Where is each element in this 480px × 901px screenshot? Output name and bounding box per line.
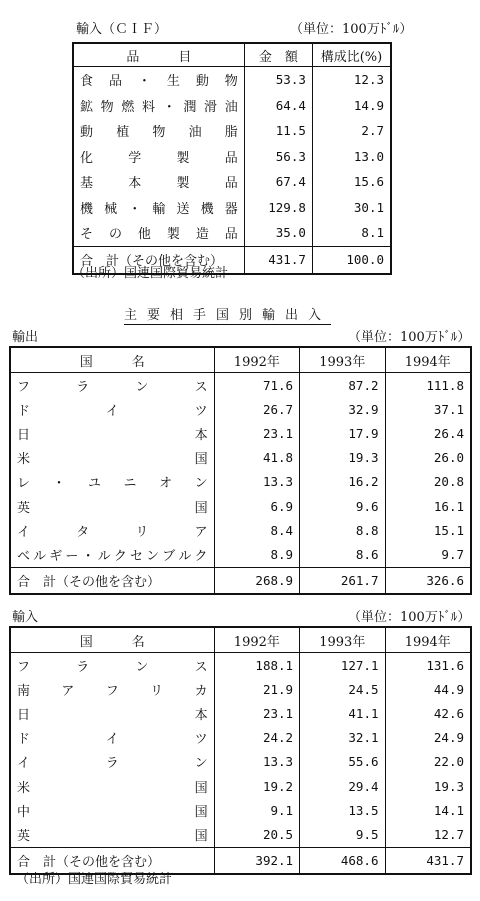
country-name [10, 726, 214, 750]
label-char: 脂 [224, 125, 238, 141]
justified-label [17, 728, 208, 747]
table-row [10, 421, 471, 445]
imports-cif-label: 輸入（ＣＩＦ） [76, 22, 168, 37]
justified-label [80, 223, 238, 242]
label-char: 本 [194, 427, 208, 443]
value-1993: 32.9 [300, 397, 385, 421]
label-char: ・ [162, 99, 176, 115]
value-1992: 9.1 [214, 798, 299, 822]
value-1992: 20.5 [214, 822, 299, 847]
country-name [10, 494, 214, 518]
imports-cif-unit: （単位：100万ﾄﾞﾙ） [290, 22, 413, 37]
label-char: ・ [137, 74, 151, 90]
label-char: フ [17, 659, 31, 675]
value-1992: 19.2 [214, 774, 299, 798]
label-char: 滑 [204, 99, 218, 115]
table-row [73, 220, 391, 246]
label-char: 器 [224, 201, 238, 217]
total-1992: 268.9 [214, 567, 299, 594]
label-char: イ [105, 732, 119, 748]
label-char: 学 [128, 150, 142, 166]
value-1993: 19.3 [300, 446, 385, 470]
value-1992: 71.6 [214, 373, 299, 398]
share-cell: 8.1 [361, 225, 384, 241]
value-1994: 14.1 [433, 802, 464, 818]
total-1993: 468.6 [300, 847, 385, 874]
imports-table [9, 626, 472, 875]
value-1994: 19.3 [433, 778, 464, 794]
label-char: 機 [80, 201, 94, 217]
value-1992: 23.1 [214, 701, 299, 725]
label-char: 英 [17, 500, 31, 516]
value-1993: 24.5 [300, 677, 385, 701]
label-char: 国 [194, 828, 208, 844]
total-label: 合 計（その他を含む） [73, 246, 244, 274]
table-row [10, 774, 471, 798]
label-char: そ [80, 227, 94, 243]
country-name [10, 542, 214, 567]
label-char: ・ [128, 201, 142, 217]
label-char: ア [194, 524, 208, 540]
label-char: ル [33, 548, 47, 564]
value-1994: 15.1 [433, 522, 464, 538]
value-1993: 127.1 [300, 653, 385, 678]
value-1993: 32.1 [300, 726, 385, 750]
total-1994: 431.7 [385, 847, 471, 874]
justified-label [17, 656, 208, 675]
label-char: ン [135, 659, 149, 675]
label-char: ニ [123, 476, 137, 492]
source-note: （出所）国連国際貿易統計 [16, 872, 173, 887]
table-row [73, 169, 391, 195]
value-1993: 87.2 [300, 373, 385, 398]
label-char: 品 [224, 150, 238, 166]
value-1993: 9.6 [300, 494, 385, 518]
label-char: ル [97, 548, 111, 564]
total-amount: 431.7 [244, 246, 312, 274]
share-cell: 30.1 [353, 199, 384, 215]
table-row [10, 518, 471, 542]
label-char: ン [146, 548, 160, 564]
label-char: 中 [17, 804, 31, 820]
total-share: 100.0 [312, 246, 391, 274]
item-name [73, 93, 244, 119]
label-char: 動 [195, 74, 209, 90]
label-char: ー [65, 548, 79, 564]
header-share: 構成比(%) [312, 43, 391, 67]
label-char: オ [159, 476, 173, 492]
value-1993: 13.5 [300, 798, 385, 822]
label-char: 植 [116, 125, 130, 141]
header-1993: 1993年 [300, 627, 385, 653]
value-1992: 13.3 [214, 750, 299, 774]
label-char: イ [105, 403, 119, 419]
justified-label [17, 704, 208, 723]
justified-label [80, 70, 238, 89]
value-1992: 41.8 [214, 446, 299, 470]
share-cell: 12.3 [353, 72, 384, 88]
justified-label [17, 497, 208, 516]
label-char: フ [17, 379, 31, 395]
value-1994: 26.4 [433, 425, 464, 441]
label-char: ン [194, 476, 208, 492]
table-row [73, 67, 391, 93]
amount-cell: 56.3 [244, 144, 312, 170]
amount-cell: 129.8 [244, 195, 312, 221]
table-row [10, 494, 471, 518]
label-char: 国 [194, 804, 208, 820]
country-name [10, 822, 214, 847]
country-name [10, 677, 214, 701]
value-1994: 22.0 [433, 754, 464, 770]
label-char: ク [194, 548, 208, 564]
label-char: 国 [194, 452, 208, 468]
value-1993: 9.5 [300, 822, 385, 847]
label-char: ツ [194, 403, 208, 419]
label-char: の [108, 227, 122, 243]
label-char: 日 [17, 427, 31, 443]
header-country: 国 名 [10, 347, 214, 373]
value-1993: 16.2 [300, 470, 385, 494]
justified-label [17, 472, 208, 491]
justified-label [17, 752, 208, 771]
value-1992: 24.2 [214, 726, 299, 750]
label-char: 機 [200, 201, 214, 217]
label-char: ア [61, 683, 75, 699]
partners-title [124, 304, 331, 323]
label-char: リ [135, 524, 149, 540]
justified-label [17, 680, 208, 699]
label-char: イ [17, 524, 31, 540]
label-char: 油 [188, 125, 202, 141]
label-char: 造 [195, 227, 209, 243]
table-row [10, 726, 471, 750]
country-name [10, 518, 214, 542]
label-char: ン [194, 756, 208, 772]
value-1993: 8.8 [300, 518, 385, 542]
label-char: 品 [108, 74, 122, 90]
country-name [10, 653, 214, 678]
table-row [10, 653, 471, 678]
value-1992: 13.3 [214, 470, 299, 494]
value-1992: 8.4 [214, 518, 299, 542]
country-name [10, 774, 214, 798]
label-char: 鉱 [80, 99, 94, 115]
label-char: ク [113, 548, 127, 564]
header-1994: 1994年 [385, 627, 471, 653]
item-name [73, 118, 244, 144]
country-name [10, 421, 214, 445]
label-char: 輸 [152, 201, 166, 217]
country-name [10, 470, 214, 494]
justified-label [80, 172, 238, 191]
label-char: 送 [176, 201, 190, 217]
label-char: 米 [17, 780, 31, 796]
label-char: セ [129, 548, 143, 564]
table-header-row [10, 627, 471, 653]
value-1993: 8.6 [300, 542, 385, 567]
item-name [73, 67, 244, 93]
justified-label [17, 801, 208, 820]
value-1994: 12.7 [433, 826, 464, 842]
justified-label [17, 545, 208, 564]
label-char: ス [194, 659, 208, 675]
table-row [10, 542, 471, 567]
total-1992: 392.1 [214, 847, 299, 874]
label-char: 製 [166, 227, 180, 243]
label-char: 他 [137, 227, 151, 243]
imports-label: 輸入 [12, 610, 39, 625]
header-1992: 1992年 [214, 627, 299, 653]
total-1993: 261.7 [300, 567, 385, 594]
label-char: 油 [224, 99, 238, 115]
imports-unit: （単位：100万ﾄﾞﾙ） [348, 610, 471, 625]
value-1994: 9.7 [441, 546, 464, 562]
table-row [73, 118, 391, 144]
amount-cell: 11.5 [244, 118, 312, 144]
header-country: 国 名 [10, 627, 214, 653]
exports-table [9, 346, 472, 595]
value-1994: 37.1 [433, 401, 464, 417]
label-char: ユ [88, 476, 102, 492]
justified-label [17, 424, 208, 443]
value-1994: 42.6 [433, 705, 464, 721]
label-char: カ [194, 683, 208, 699]
table-row [10, 446, 471, 470]
country-name [10, 701, 214, 725]
label-char: ベ [17, 548, 31, 564]
share-cell: 14.9 [353, 97, 384, 113]
label-char: ス [194, 379, 208, 395]
value-1992: 188.1 [214, 653, 299, 678]
label-char: 本 [194, 707, 208, 723]
justified-label [17, 521, 208, 540]
justified-label [17, 400, 208, 419]
value-1992: 21.9 [214, 677, 299, 701]
label-char: ツ [194, 732, 208, 748]
label-char: フ [105, 683, 119, 699]
value-1993: 29.4 [300, 774, 385, 798]
label-char: 食 [80, 74, 94, 90]
source-note: （出所）国連国際貿易統計 [72, 266, 229, 281]
item-name [73, 220, 244, 246]
table-header-row [10, 347, 471, 373]
label-char: 製 [176, 176, 190, 192]
share-cell: 2.7 [361, 123, 384, 139]
amount-cell: 35.0 [244, 220, 312, 246]
value-1994: 24.9 [433, 730, 464, 746]
label-char: 化 [80, 150, 94, 166]
value-1992: 26.7 [214, 397, 299, 421]
label-char: 械 [104, 201, 118, 217]
value-1994: 111.8 [426, 377, 464, 393]
label-char: イ [17, 756, 31, 772]
label-char: ル [178, 548, 192, 564]
item-name [73, 144, 244, 170]
label-char: ド [17, 403, 31, 419]
country-name [10, 446, 214, 470]
label-char: 動 [80, 125, 94, 141]
label-char: ・ [81, 548, 95, 564]
label-char: 国 [194, 780, 208, 796]
value-1992: 23.1 [214, 421, 299, 445]
total-1994: 326.6 [385, 567, 471, 594]
table-row [10, 397, 471, 421]
label-char: 日 [17, 707, 31, 723]
total-label: 合 計（その他を含む） [10, 847, 214, 874]
label-char: 製 [176, 150, 190, 166]
value-1994: 26.0 [433, 450, 464, 466]
justified-label [17, 376, 208, 395]
exports-label: 輸出 [12, 330, 39, 345]
table-row [10, 798, 471, 822]
label-char: 国 [194, 500, 208, 516]
exports-unit: （単位：100万ﾄﾞﾙ） [348, 330, 471, 345]
justified-label [17, 825, 208, 844]
label-char: 基 [80, 176, 94, 192]
table-row [73, 144, 391, 170]
partners-title-text: 主要相手国別輸出入 [124, 308, 332, 323]
label-char: 物 [100, 99, 114, 115]
label-char: 品 [224, 227, 238, 243]
amount-cell: 67.4 [244, 169, 312, 195]
imports-cif-table [72, 42, 392, 275]
value-1994: 44.9 [433, 681, 464, 697]
country-name [10, 373, 214, 398]
header-item: 品 目 [73, 43, 244, 67]
share-cell: 13.0 [353, 148, 384, 164]
country-name [10, 798, 214, 822]
label-char: ラ [76, 659, 90, 675]
total-row [10, 567, 471, 594]
label-char: 潤 [183, 99, 197, 115]
header-1994: 1994年 [385, 347, 471, 373]
header-1992: 1992年 [214, 347, 299, 373]
label-char: ブ [162, 548, 176, 564]
justified-label [17, 448, 208, 467]
table-row [10, 677, 471, 701]
value-1993: 41.1 [300, 701, 385, 725]
label-char: 生 [166, 74, 180, 90]
table-row [73, 93, 391, 119]
justified-label [80, 96, 238, 115]
header-amount: 金 額 [244, 43, 312, 67]
table-row [10, 750, 471, 774]
label-char: ギ [49, 548, 63, 564]
table-row [73, 195, 391, 221]
table-row [10, 470, 471, 494]
value-1994: 131.6 [426, 657, 464, 673]
label-char: ・ [52, 476, 66, 492]
value-1994: 20.8 [433, 474, 464, 490]
label-char: リ [150, 683, 164, 699]
header-1993: 1993年 [300, 347, 385, 373]
label-char: ラ [76, 379, 90, 395]
label-char: ン [135, 379, 149, 395]
table-row [10, 701, 471, 725]
value-1993: 55.6 [300, 750, 385, 774]
table-header-row [73, 43, 391, 67]
value-1992: 6.9 [214, 494, 299, 518]
label-char: 英 [17, 828, 31, 844]
value-1992: 8.9 [214, 542, 299, 567]
item-name [73, 195, 244, 221]
value-1993: 17.9 [300, 421, 385, 445]
table-row [10, 373, 471, 398]
item-name [73, 169, 244, 195]
country-name [10, 397, 214, 421]
label-char: レ [17, 476, 31, 492]
label-char: 米 [17, 452, 31, 468]
label-char: 品 [224, 176, 238, 192]
label-char: ド [17, 732, 31, 748]
justified-label [80, 198, 238, 217]
amount-cell: 53.3 [244, 67, 312, 93]
table-row [10, 822, 471, 847]
label-char: 料 [142, 99, 156, 115]
label-char: 燃 [121, 99, 135, 115]
justified-label [17, 777, 208, 796]
label-char: 本 [128, 176, 142, 192]
amount-cell: 64.4 [244, 93, 312, 119]
value-1994: 16.1 [433, 498, 464, 514]
justified-label [80, 121, 238, 140]
label-char: タ [76, 524, 90, 540]
share-cell: 15.6 [353, 174, 384, 190]
label-char: ラ [105, 756, 119, 772]
total-label: 合 計（その他を含む） [10, 567, 214, 594]
label-char: 物 [152, 125, 166, 141]
country-name [10, 750, 214, 774]
justified-label [80, 147, 238, 166]
label-char: 南 [17, 683, 31, 699]
label-char: 物 [224, 74, 238, 90]
